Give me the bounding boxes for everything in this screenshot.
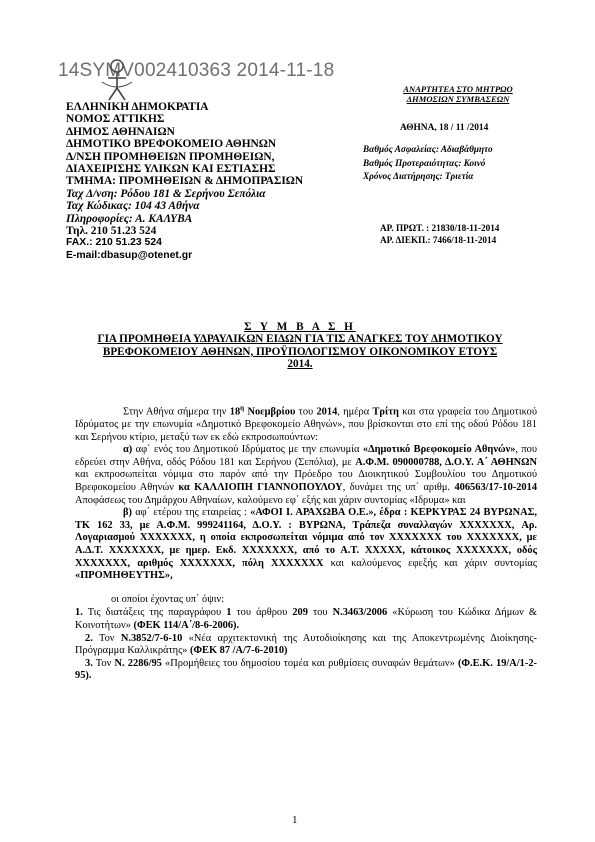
header-line: ΝΟΜΟΣ ΑΤΤΙΚΗΣ [66,113,165,126]
having-in-view: οι οποίοι έχοντας υπ΄ όψιν: [111,593,225,605]
header-line: ΔΗΜΟΤΙΚΟ ΒΡΕΦΟΚΟΜΕΙΟ ΑΘΗΝΩΝ [66,138,277,151]
title-line: ΒΡΕΦΟΚΟΜΕΙΟΥ ΑΘΗΝΩΝ, ΠΡΟΫΠΟΛΟΓΙΣΜΟΥ ΟΙΚΟΝΟΜΙΚΟΥ ΕΤΟΥΣ [102,345,498,358]
priority-level: Βαθμός Προτεραιότητας: Κοινό [363,157,486,168]
contact-person-line: Πληροφορίες: Α. ΚΑΛΥΒΑ [66,212,193,225]
title-line: 2014. [287,358,313,371]
protocol-number: ΑΡ. ΠΡΩΤ. : 21830/18-11-2014 [380,223,500,233]
classification-block [363,143,493,184]
security-level: Βαθμός Ασφαλείας: Αδιαβάθμητο [363,144,493,154]
sender-header [66,101,303,262]
email-line: E-mail:dbasup@otenet.gr [66,249,193,261]
document-stamp: 14SYMV002410363 2014-11-18 [58,60,335,81]
page-number: 1 [292,814,298,826]
party-a-paragraph: α) αφ΄ ενός του Δημοτικού Ιδρύματος με την επωνυμία «Δημοτικό Βρεφοκομείο Αθηνών», που εδρεύει στην Αθήνα, οδός Ρόδου 181 και Σερήνου (Σεπόλια), με Α.Φ.Μ. 090000788, Δ.Ο.Υ. Α΄ ΑΘΗΝΩΝ και εκπροσωπείται νόμιμα στο παρόν από την Πρόεδρο του Διοικητικού Συμβουλίου του Δημοτικού Βρεφοκομείου Αθηνών κα ΚΑΛΛΙΟΠΗ ΓΙΑΝΝΟΠΟΥΛΟΥ, δυνάμει της υπ΄ αριθμ. 406563/17-10-2014 Αποφάσεως του Δημάρχου Αθηναίων, καλούμενο εφ΄ εξής και χάριν συντομίας «Ιδρυμα» και [75,444,538,506]
list-item: 1. Τις διατάξεις της παραγράφου 1 του άρθρου 209 του Ν.3463/2006 «Κύρωση του Κώδικα Δήμων & Κοινοτήτων» (ΦΕΚ 114/Α΄/8-6-2006). [75,607,537,631]
retention-period: Χρόνος Διατήρησης: Τριετία [363,171,474,181]
contract-heading: Σ Υ Μ Β Α Σ Η [244,321,356,333]
header-line: ΤΜΗΜΑ: ΠΡΟΜΗΘΕΙΩΝ & ΔΗΜΟΠΡΑΣΙΩΝ [66,175,304,188]
header-line: ΔΗΜΟΣ ΑΘΗΝΑΙΩΝ [66,125,175,138]
header-line: ΕΛΛΗΝΙΚΗ ΔΗΜΟΚΡΑΤΙΑ [66,101,209,113]
header-line: Δ/ΝΣΗ ΠΡΟΜΗΘΕΙΩΝ ΠΡΟΜΗΘΕΙΩΝ, [66,150,275,163]
intro-paragraph: Στην Αθήνα σήμερα την $18^\eta$ Νοεμβρίου του 2014, ημέρα Τρίτη και στα γραφεία του Δημοτικού Ιδρύματος με την επωνυμία «Δημοτικό Βρεφοκομείο Αθηνών», που βρίσκονται στο επί της οδού Ρόδου 181 και Σερήνου κτίριο, μεταξύ των εκ εδώ εκπροσωπούντων: [75,404,537,443]
list-item: 2. Τον Ν.3852/7-6-10 «Νέα αρχιτεκτονική της Αυτοδιοίκησης και της Αποκεντρωμένης Διοίκησης-Πρόγραμμα Καλλικράτης» (ΦΕΚ 87 /Α/7-6-2010) [75,632,537,657]
phone-line: Τηλ. 210 51.23 524 [66,225,157,238]
title-line: ΓΙΑ ΠΡΟΜΗΘΕΙΑ ΥΔΡΑΥΛΙΚΩΝ ΕΙΔΩΝ ΓΙΑ ΤΙΣ ΑΝΑΓΚΕΣ ΤΟΥ ΔΗΜΟΤΙΚΟΥ [97,333,503,346]
list-item: 3. Τον Ν. 2286/95 «Προμήθειες του δημοσίου τομέα και ρυθμίσεις συναφών θεμάτων» (Φ.Ε.Κ. 19/Α/1-2-95). [75,657,537,682]
party-b-paragraph: β) αφ΄ ετέρου της εταιρείας : «ΑΦΟΙ Ι. ΑΡΑΧΩΒΑ Ο.Ε.», έδρα : ΚΕΡΚΥΡΑΣ 24 ΒΥΡΩΝΑΣ, ΤΚ 162 33, με Α.Φ.Μ. 999241164, Δ.Ο.Υ. : ΒΥΡΩΝΑ, Τράπεζα συναλλαγών XXXXXXX, Αρ. Λογαριασμού XXXXXXX, η οποία εκπροσωπείται νόμιμα από τον XXXXXXX του XXXXXXX, με Α.Δ.Τ. XXXXXXX, με ημερ. Εκδ. XXXXXXX, από το Α.Τ. XXXXX, κάτοικος XXXXXXX, οδός XXXXXXX, αριθμός XXXXXXX, πόλη XXXXXXX και καλούμενος εφεξής και χάριν συντομίας «ΠΡΟΜΗΘΕΥΤΗΣ», [75,507,537,582]
contract-body [75,402,537,683]
postcode-line: Ταχ Κώδικας: 104 43 Αθήνα [66,200,200,213]
document-date: ΑΘΗΝΑ, 18 / 11 /2014 [400,123,489,133]
address-line: Ταχ Δ/νση: Ρόδου 181 & Σερήνου Σεπόλια [66,187,266,200]
contract-title [60,321,540,371]
fax-line: FAX.: 210 51.23 524 [66,237,162,249]
child-figure-icon [96,58,138,104]
dispatch-number: ΑΡ. ΔΙΕΚΠ.: 7466/18-11-2014 [380,235,497,245]
header-line: ΔΙΑΧΕΙΡΙΣΗΣ ΥΛΙΚΩΝ ΚΑΙ ΕΣΤΙΑΣΗΣ [66,163,276,176]
registry-note: ΑΝΑΡΤΗΤΕΑ ΣΤΟ ΜΗΤΡΩΟ ΔΗΜΟΣΙΩΝ ΣΥΜΒΑΣΕΩΝ [403,84,513,104]
protocol-block [380,222,499,246]
